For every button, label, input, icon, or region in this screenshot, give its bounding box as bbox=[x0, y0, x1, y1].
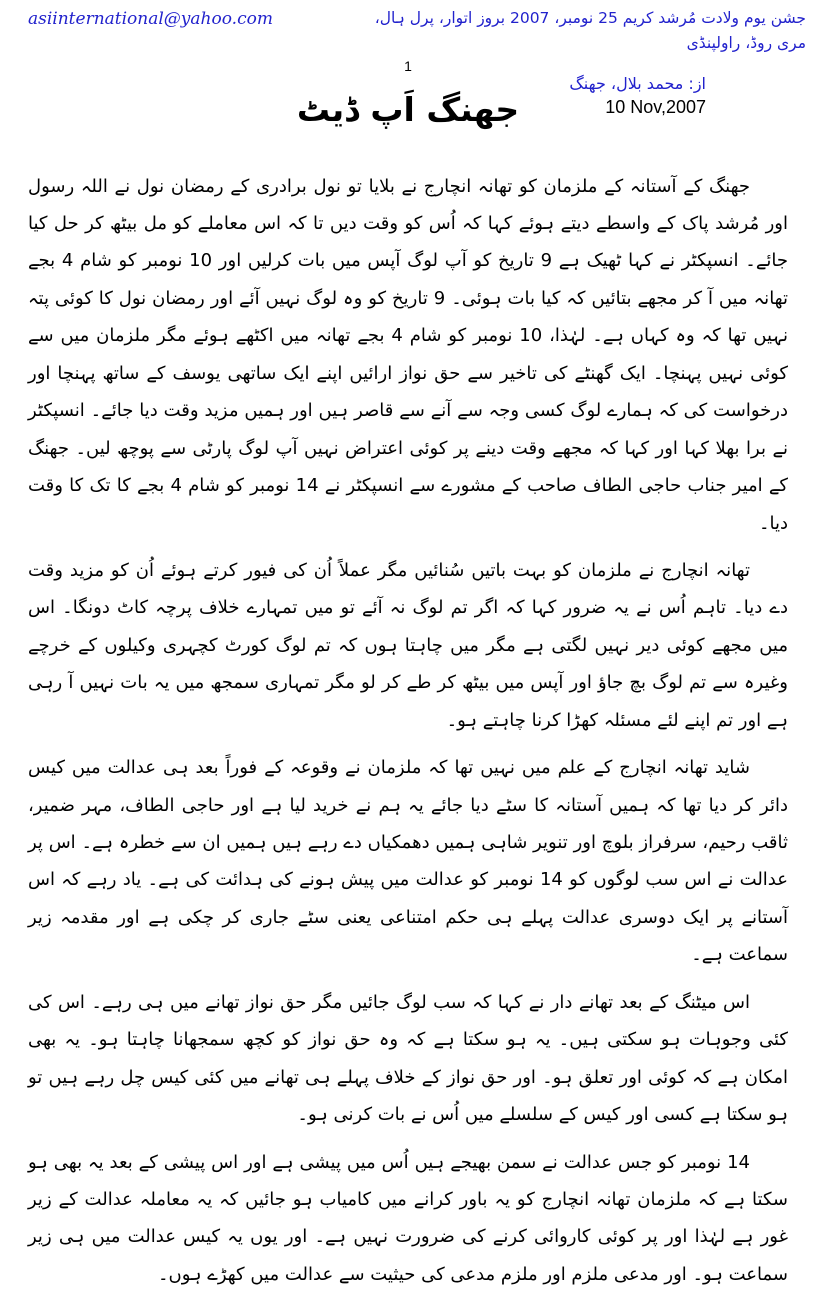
page-title: جھنگ اَپ ڈیٹ bbox=[296, 89, 520, 129]
paragraph-5: 14 نومبر کو جس عدالت نے سمن بھیجے ہیں اُس میں پیشی ہے اور اس پیشی کے بعد یہ بھی ہو سکتا ہے کہ ملزمان تھانہ انچارج کو یہ باور کرانے میں کامیاب ہو جائیں کہ یہ معاملہ عدالت کے زیر غور ہے لہٰذا اور پر کوئی کاروائی کرنے کی ضرورت نہیں ہے۔ اور یوں یہ کیس عدالت میں ہی زیر سماعت ہو۔ اور مدعی ملزم اور ملزم مدعی کی حیثیت سے عدالت میں کھڑے ہوں۔ bbox=[28, 1151, 788, 1285]
date-line: 10 Nov,2007 bbox=[605, 96, 706, 117]
article-body bbox=[28, 168, 788, 1296]
event-announcement-line: جشن یوم ولادت مُرشد کریم 25 نومبر، 2007 بروز اتوار، پرل ہال، مری روڈ، راولپنڈی bbox=[374, 9, 806, 52]
page-number: 1 bbox=[404, 57, 412, 74]
paragraph-2: تھانہ انچارج نے ملزمان کو بہت باتیں سُنائیں مگر عملاً اُن کی فیور کرتے ہوئے اُن کو مزید وقت دے دیا۔ تاہم اُس نے یہ ضرور کہا کہ اگر تم لوگ نہ آئے تو میں تمہارے خلاف پرچہ کاٹ دونگا۔ اس میں مجھے کوئی دیر نہیں لگتی ہے مگر میں چاہتا ہوں کہ تم لوگ کورٹ کچہری وکیلوں کے خرچے وغیرہ سے تم لوگ بچ جاؤ اور آپس میں بیٹھ کر طے کر لو مگر تمہاری سمجھ میں یہ بات نہیں آ رہی ہے اور تم اپنے لئے مسئلہ کھڑا کرنا چاہتے ہو۔ bbox=[28, 559, 788, 731]
page-header bbox=[0, 0, 816, 56]
author-byline: از: محمد بلال، جھنگ bbox=[569, 73, 706, 93]
paragraph-1: جھنگ کے آستانہ کے ملزمان کو تھانہ انچارج نے بلایا تو نول برادری کے رمضان نول نے اللہ رسول اور مُرشد پاک کے واسطے دیتے ہوئے کہا کہ اُس کو وقت دیں تا کہ اس معاملے کو مل بیٹھ کر حل کیا جائے۔ انسپکٹر نے کہا ٹھیک ہے 9 تاریخ کو آپ لوگ آپس میں بات کرلیں اور 10 نومبر کو شام 4 بجے تھانہ میں آ کر مجھے بتائیں کہ کیا بات ہوئی۔ 9 تاریخ کو وہ لوگ نہیں آئے اور رمضان نول کا کوئی پتہ نہیں تھا کہ وہ کہاں ہے۔ لہٰذا، 10 نومبر کو شام 4 بجے تھانہ میں اکٹھے ہوئے مگر ملزمان میں سے کوئی نہیں پہنچا۔ ایک گھنٹے کی تاخیر سے حق نواز ارائیں اپنے ایک ساتھی یوسف کے ساتھ پہنچا اور درخواست کی کہ ہمارے لوگ کسی وجہ سے آنے سے قاصر ہیں اور ہمیں مزید وقت دیا جائے۔ انسپکٹر نے برا بھلا کہا اور کہا کہ مجھے وقت دینے پر کوئی اعتراض نہیں آپ لوگ پارٹی سے پوچھ لیں۔ جھنگ کے امیر جناب حاجی الطاف صاحب کے مشورے سے انسپکٹر نے 14 نومبر کو شام 4 بجے کا تک کا وقت دیا۔ bbox=[28, 175, 789, 534]
paragraph-4: اس میٹنگ کے بعد تھانے دار نے کہا کہ سب لوگ جائیں مگر حق نواز تھانے میں ہی رہے۔ اس کی کئی وجوہات ہو سکتی ہیں۔ یہ ہو سکتا ہے کہ وہ حق نواز کو کچھ سمجھانا چاہتا ہو۔ یہ بھی امکان ہے کہ کوئی اور تعلق ہو۔ اور حق نواز کے خلاف پہلے ہی تھانے میں کئی کیس چل رہے ہیں تو ہو سکتا ہے کسی اور کیس کے سلسلے میں اُس نے بات کرنی ہو۔ bbox=[28, 991, 788, 1126]
header-email-link[interactable]: asiinternational@yahoo.com bbox=[28, 9, 273, 29]
paragraph-3: شاید تھانہ انچارج کے علم میں نہیں تھا کہ ملزمان نے وقوعہ کے فوراً بعد ہی عدالت میں کیس دائر کر دیا تھا کہ ہمیں آستانہ کا سٹے دیا جائے یہ ہم نے خرید لیا ہے اور حاجی الطاف، مہر ضمیر، ثاقب رحیم، سرفراز بلوچ اور تنویر شاہی ہمیں دھمکیاں دے رہے ہیں ہمیں ان سے خطرہ ہے۔ اس پر عدالت نے اس سب لوگوں کو 14 نومبر کو عدالت میں پیش ہونے کی ہدائت کی ہے۔ یاد رہے کہ اس آستانے پر ایک دوسری عدالت پہلے ہی حکم امتناعی یعنی سٹے جاری کر چکی ہے اور مقدمہ زیر سماعت ہے۔ bbox=[28, 757, 788, 966]
title-block bbox=[0, 73, 816, 154]
byline-block bbox=[569, 72, 706, 119]
